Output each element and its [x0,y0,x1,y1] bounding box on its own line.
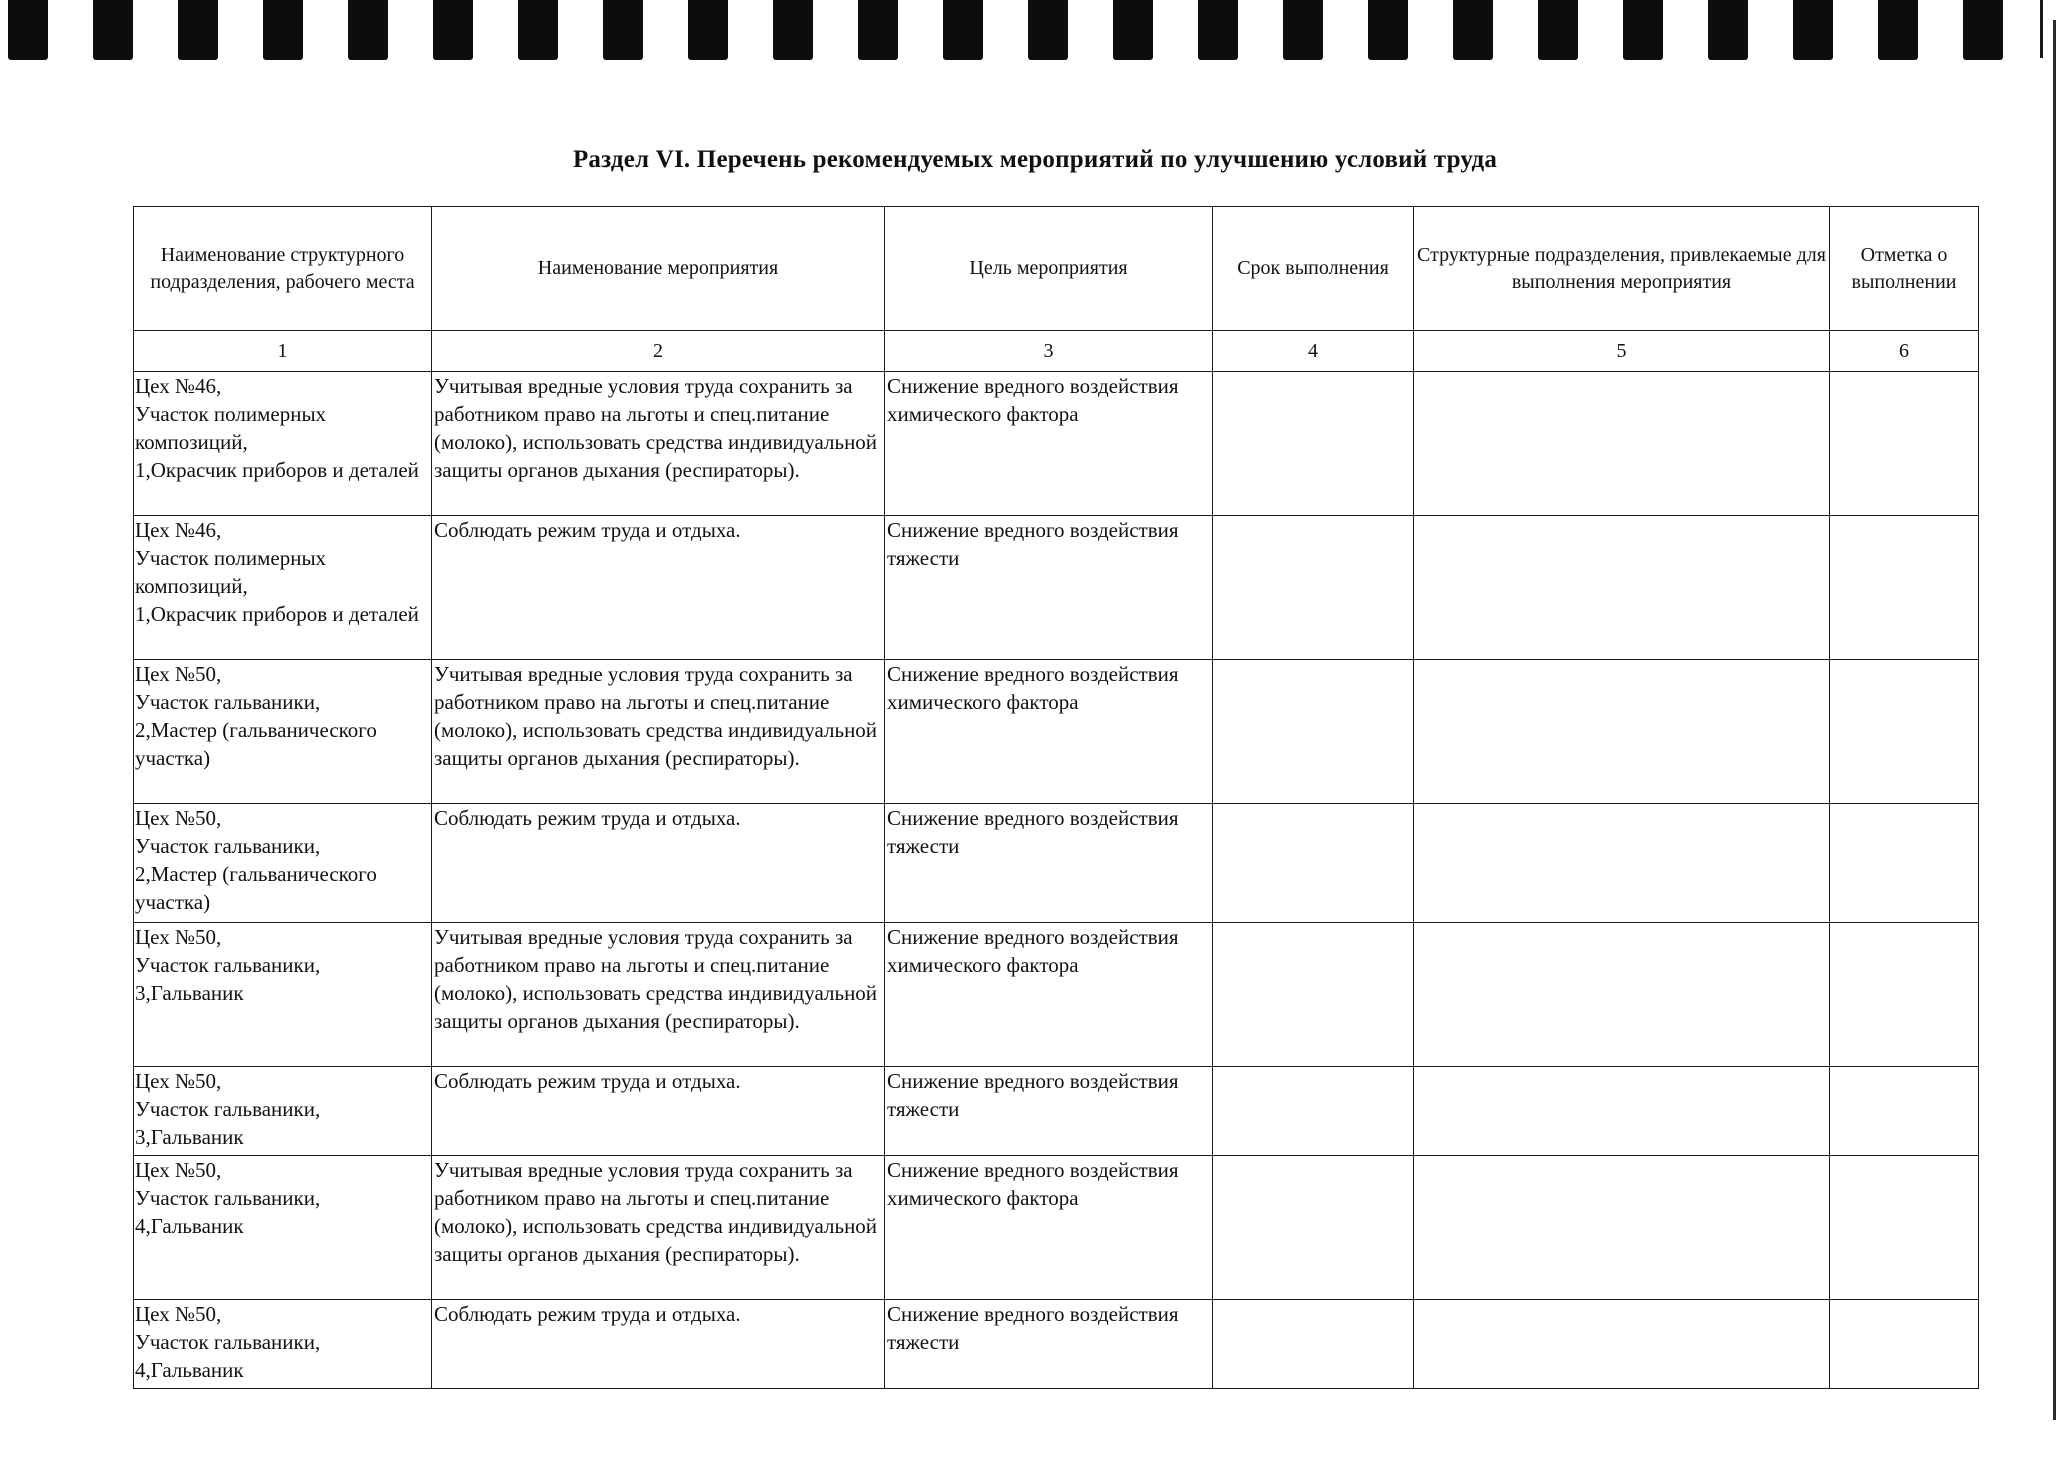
binding-hole [1793,0,1833,60]
binding-hole [1878,0,1918,60]
header-term: Срок выполнения [1213,207,1414,331]
cell-mark [1830,1067,1979,1156]
column-number: 4 [1213,331,1414,372]
cell-departments [1414,372,1830,516]
binding-hole [1453,0,1493,60]
cell-departments [1414,1156,1830,1300]
cell-mark [1830,1156,1979,1300]
cell-term [1213,372,1414,516]
cell-departments [1414,804,1830,923]
table-row [134,1156,1979,1300]
table-row [134,516,1979,660]
binding-hole [1028,0,1068,60]
cell-unit: Цех №50, Участок гальваники, 2,Мастер (гальванического участка) [134,804,432,923]
binding-hole [263,0,303,60]
cell-departments [1414,1300,1830,1389]
cell-term [1213,516,1414,660]
cell-departments [1414,1067,1830,1156]
cell-unit: Цех №46, Участок полимерных композиций, 1,Окрасчик приборов и деталей [134,372,432,516]
page-title: Раздел VI. Перечень рекомендуемых мероприятий по улучшению условий труда [572,146,1498,173]
binding-hole [1708,0,1748,60]
table-row [134,1067,1979,1156]
header-measure: Наименование мероприятия [432,207,885,331]
cell-goal: Снижение вредного воздействия химического фактора [885,923,1213,1067]
cell-term [1213,1067,1414,1156]
cell-goal: Снижение вредного воздействия химического фактора [885,372,1213,516]
binding-hole [858,0,898,60]
binding-hole [688,0,728,60]
binding-hole [943,0,983,60]
table-header-row [134,207,1979,331]
binding-hole [1113,0,1153,60]
column-number: 3 [885,331,1213,372]
cell-measure: Соблюдать режим труда и отдыха. [432,516,885,660]
binding-hole [8,0,48,60]
binding-hole [1963,0,2003,60]
cell-mark [1830,372,1979,516]
header-goal: Цель мероприятия [885,207,1213,331]
binding-hole [433,0,473,60]
binding-hole [1623,0,1663,60]
cell-goal: Снижение вредного воздействия тяжести [885,804,1213,923]
binding-hole [773,0,813,60]
cell-measure: Учитывая вредные условия труда сохранить за работником право на льготы и спец.питание (молоко), использовать средства индивидуальной защиты органов дыхания (респираторы). [432,660,885,804]
header-departments: Структурные подразделения, привлекаемые для выполнения мероприятия [1414,207,1830,331]
binding-holes [0,0,2050,60]
cell-term [1213,1300,1414,1389]
column-number: 5 [1414,331,1830,372]
cell-term [1213,804,1414,923]
cell-departments [1414,516,1830,660]
binding-hole [1283,0,1323,60]
cell-unit: Цех №46, Участок полимерных композиций, 1,Окрасчик приборов и деталей [134,516,432,660]
column-number: 2 [432,331,885,372]
cell-mark [1830,660,1979,804]
cell-mark [1830,804,1979,923]
column-number: 1 [134,331,432,372]
cell-term [1213,923,1414,1067]
cell-unit: Цех №50, Участок гальваники, 4,Гальваник [134,1156,432,1300]
binding-hole [178,0,218,60]
cell-measure: Учитывая вредные условия труда сохранить за работником право на льготы и спец.питание (молоко), использовать средства индивидуальной защиты органов дыхания (респираторы). [432,923,885,1067]
table-row [134,923,1979,1067]
cell-goal: Снижение вредного воздействия тяжести [885,516,1213,660]
cell-unit: Цех №50, Участок гальваники, 3,Гальваник [134,1067,432,1156]
binding-hole [518,0,558,60]
cell-departments [1414,923,1830,1067]
cell-measure: Учитывая вредные условия труда сохранить за работником право на льготы и спец.питание (молоко), использовать средства индивидуальной защиты органов дыхания (респираторы). [432,1156,885,1300]
cell-term [1213,1156,1414,1300]
cell-measure: Соблюдать режим труда и отдыха. [432,1067,885,1156]
measures-table [133,206,1979,1389]
header-unit: Наименование структурного подразделения, рабочего места [134,207,432,331]
page-edge [2053,20,2056,1420]
cell-unit: Цех №50, Участок гальваники, 3,Гальваник [134,923,432,1067]
table-row [134,660,1979,804]
cell-measure: Соблюдать режим труда и отдыха. [432,804,885,923]
binding-hole [93,0,133,60]
cell-measure: Соблюдать режим труда и отдыха. [432,1300,885,1389]
cell-unit: Цех №50, Участок гальваники, 4,Гальваник [134,1300,432,1389]
cell-goal: Снижение вредного воздействия тяжести [885,1300,1213,1389]
page-edge-top [2040,0,2043,58]
column-numbers-row [134,331,1979,372]
cell-measure: Учитывая вредные условия труда сохранить за работником право на льготы и спец.питание (молоко), использовать средства индивидуальной защиты органов дыхания (респираторы). [432,372,885,516]
binding-hole [1538,0,1578,60]
binding-hole [1198,0,1238,60]
header-mark: Отметка о выполнении [1830,207,1979,331]
cell-goal: Снижение вредного воздействия химического фактора [885,1156,1213,1300]
table-row [134,372,1979,516]
table-row [134,1300,1979,1389]
cell-mark [1830,923,1979,1067]
binding-hole [1368,0,1408,60]
binding-hole [348,0,388,60]
cell-unit: Цех №50, Участок гальваники, 2,Мастер (гальванического участка) [134,660,432,804]
cell-mark [1830,516,1979,660]
binding-hole [603,0,643,60]
cell-goal: Снижение вредного воздействия тяжести [885,1067,1213,1156]
cell-departments [1414,660,1830,804]
column-number: 6 [1830,331,1979,372]
table-row [134,804,1979,923]
cell-mark [1830,1300,1979,1389]
cell-goal: Снижение вредного воздействия химического фактора [885,660,1213,804]
cell-term [1213,660,1414,804]
